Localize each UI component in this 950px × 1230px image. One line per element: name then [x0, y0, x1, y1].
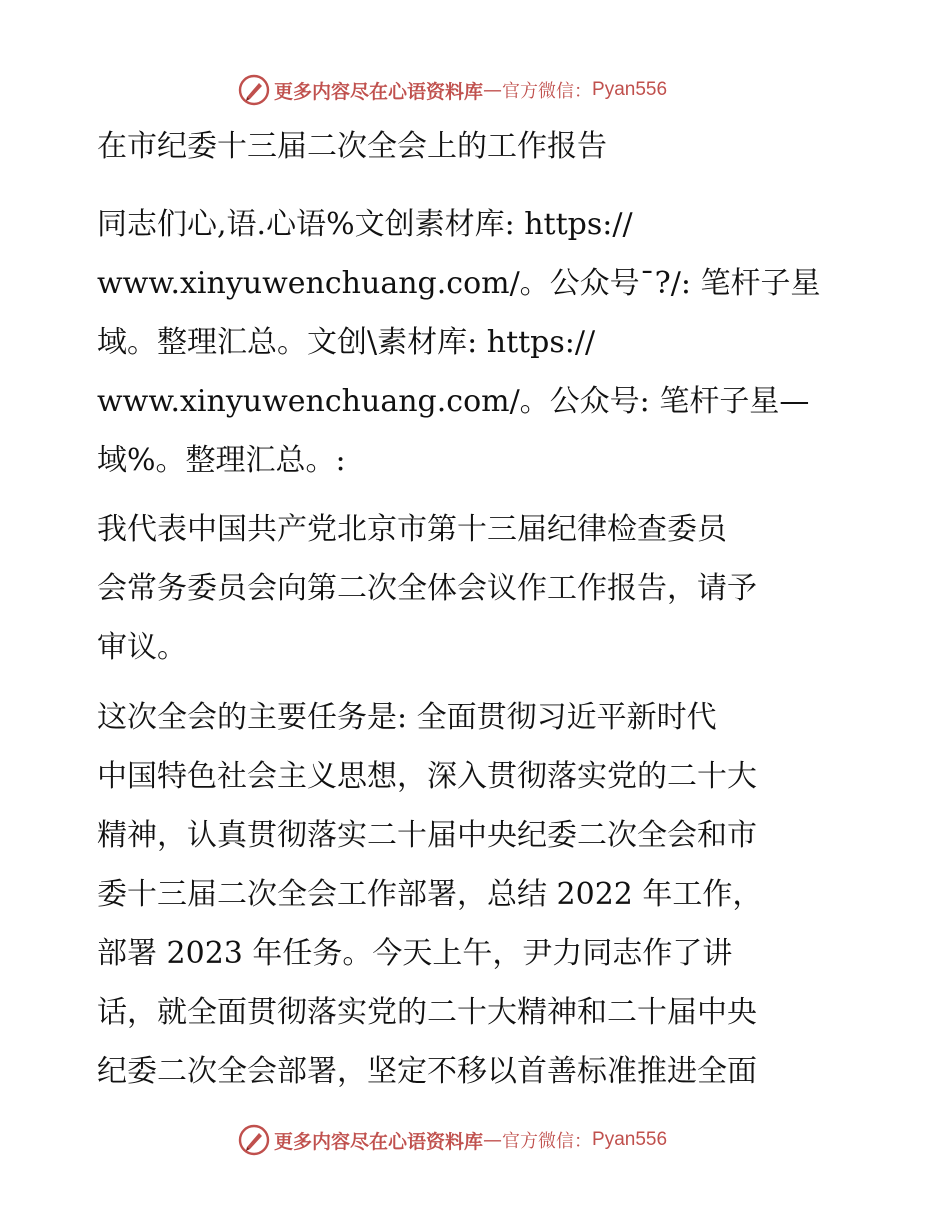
- footer-watermark: [238, 1122, 667, 1158]
- task-line: 纪委二次全会部署，坚定不移以首善标准推进全面: [97, 1054, 757, 1089]
- watermark-separator: —: [483, 1129, 503, 1151]
- watermark-official: 官方微信：: [502, 81, 593, 102]
- intro-paragraph: [97, 195, 857, 490]
- intro-line: www.xinyuwenchuang.com/。公众号¯?/: 笔杆子星: [97, 266, 821, 301]
- intro-line: 同志们心,语.心语%文创素材库: https://: [97, 207, 633, 242]
- watermark-wechat-id: Pyan556: [592, 1129, 668, 1150]
- report-line: 会常务委员会向第二次全体会议作工作报告，请予: [97, 571, 757, 606]
- watermark-wechat-id: Pyan556: [592, 79, 668, 100]
- pen-logo-icon: [238, 1124, 270, 1156]
- watermark-text: 更多内容尽在心语资料库: [274, 1130, 484, 1153]
- intro-line: 域。整理汇总。文创\素材库: https://: [97, 325, 596, 360]
- task-line: 中国特色社会主义思想，深入贯彻落实党的二十大: [97, 759, 757, 794]
- watermark-separator: —: [483, 79, 503, 101]
- report-line: 审议。: [97, 630, 187, 665]
- task-line: 部署 2023 年任务。今天上午，尹力同志作了讲: [97, 936, 733, 971]
- task-line: 精神，认真贯彻落实二十届中央纪委二次全会和市: [97, 818, 757, 853]
- watermark-official: 官方微信：: [502, 1131, 593, 1152]
- report-line: 我代表中国共产党北京市第十三届纪律检查委员: [97, 512, 727, 547]
- task-line: 委十三届二次全会工作部署，总结 2022 年工作，: [97, 877, 763, 912]
- watermark-text: 更多内容尽在心语资料库: [274, 80, 484, 103]
- report-paragraph: [97, 500, 857, 677]
- intro-line: www.xinyuwenchuang.com/。公众号: 笔杆子星—: [97, 384, 810, 419]
- header-watermark: [238, 72, 667, 108]
- task-paragraph: [97, 688, 857, 1101]
- document-title: 在市纪委十三届二次全会上的工作报告: [97, 129, 607, 164]
- task-line: 话，就全面贯彻落实党的二十大精神和二十届中央: [97, 995, 757, 1030]
- task-line: 这次全会的主要任务是: 全面贯彻习近平新时代: [97, 700, 717, 735]
- pen-logo-icon: [238, 74, 270, 106]
- intro-line: 域%。整理汇总。:: [97, 443, 346, 478]
